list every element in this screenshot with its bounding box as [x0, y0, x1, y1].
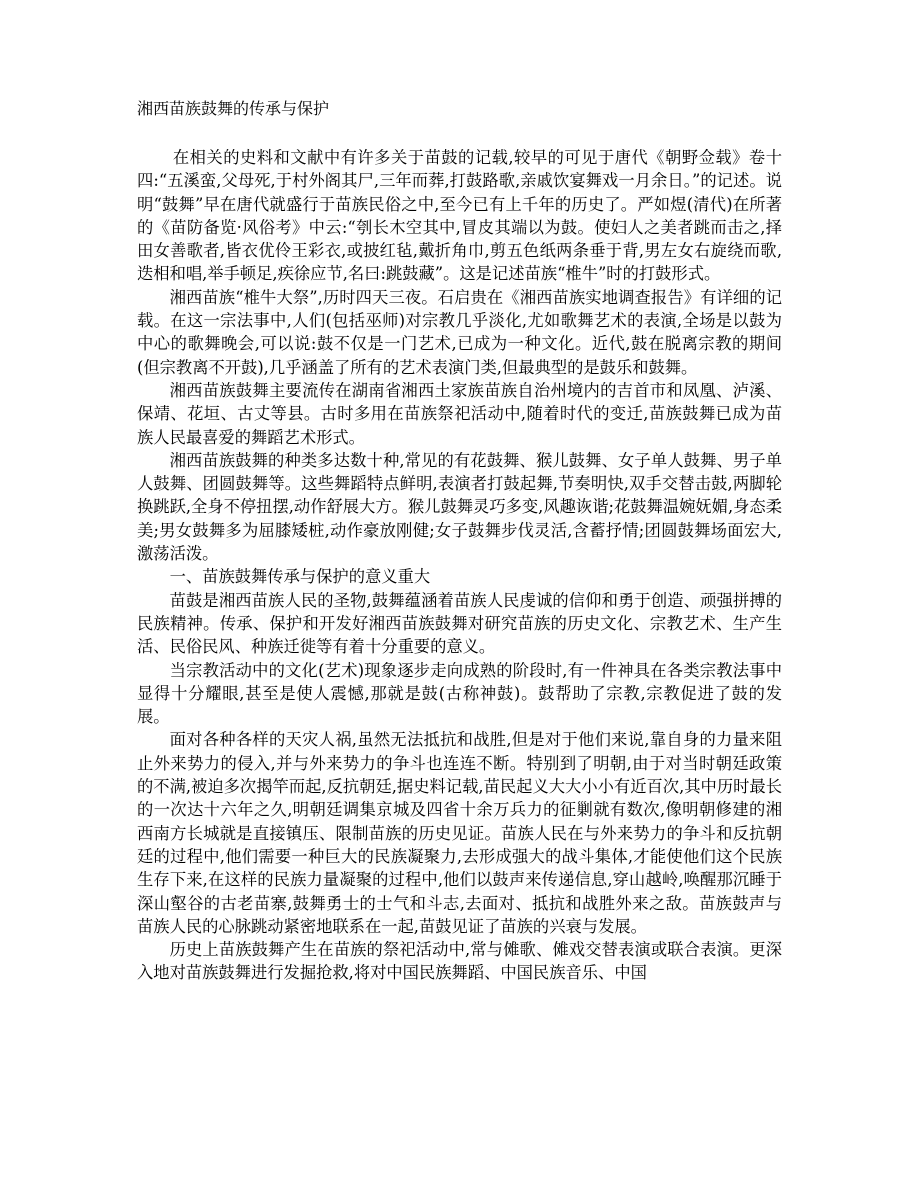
document-title: 湘西苗族鼓舞的传承与保护: [137, 99, 330, 118]
section-heading: 一、苗族鼓舞传承与保护的意义重大: [169, 567, 431, 587]
paragraph-historical-records: 在相关的史料和文献中有许多关于苗鼓的记载,较早的可见于唐代《朝野佥载》卷十四:“五溪蛮,父母死,于村外阁其尸,三年而葬,打鼓路歌,亲戚饮宴舞戏一月余日。”的记述。说明“鼓舞”早在唐代就盛行于苗族民俗之中,至今已有上千年的历史了。严如煜(清代)在所著的《苗防备览·风俗考》中云:“刳长木空其中,冒皮其端以为鼓。使妇人之美者跳而击之,择田女善歌者,皆衣优伶王彩衣,或披红毡,戴折角巾,剪五色纸两条垂于背,男左女右旋绕而歌,迭相和唱,举手顿足,疾徐应节,名曰:跳鼓藏”。这是记述苗族“椎牛”时的打鼓形式。: [137, 148, 782, 284]
paragraph-drum-preservation: 历史上苗族鼓舞产生在苗族的祭祀活动中,常与傩歌、傩戏交替表演或联合表演。更深入地对苗族鼓舞进行发掘抢救,将对中国民族舞蹈、中国民族音乐、中国: [137, 940, 782, 983]
paragraph-zhuiniu-ritual: 湘西苗族“椎牛大祭”,历时四天三夜。石启贵在《湘西苗族实地调查报告》有详细的记载。在这一宗法事中,人们(包括巫师)对宗教几乎淡化,尤如歌舞艺术的表演,全场是以鼓为中心的歌舞晚会,可以说:鼓不仅是一门艺术,已成为一种文化。近代,鼓在脱离宗教的期间(但宗教离不开鼓),几乎涵盖了所有的艺术表演门类,但最典型的是鼓乐和鼓舞。: [137, 287, 782, 377]
document-page: [137, 98, 782, 985]
paragraph-drum-history: 面对各种各样的天灾人祸,虽然无法抵抗和战胜,但是对于他们来说,靠自身的力量来阻止外来势力的侵入,并与外来势力的争斗也连连不断。特别到了明朝,由于对当时朝廷政策的不满,被迫多次揭竿而起,反抗朝廷,据史料记载,苗民起义大大小小有近百次,其中历时最长的一次达十六年之久,明朝廷调集京城及四省十余万兵力的征剿就有数次,像明朝修建的湘西南方长城就是直接镇压、限制苗族的历史见证。苗族人民在与外来势力的争斗和反抗朝廷的过程中,他们需要一种巨大的民族凝聚力,去形成强大的战斗集体,才能使他们这个民族生存下来,在这样的民族力量凝聚的过程中,他们以鼓声来传递信息,穿山越岭,唤醒那沉睡于深山壑谷的古老苗寨,鼓舞勇士的士气和斗志,去面对、抵抗和战胜外来之敌。苗族鼓声与苗族人民的心脉跳动紧密地联系在一起,苗鼓见证了苗族的兴衰与发展。: [137, 730, 782, 936]
paragraph-drum-significance: 苗鼓是湘西苗族人民的圣物,鼓舞蕴涵着苗族人民虔诚的信仰和勇于创造、顽强拼搏的民族精神。传承、保护和开发好湘西苗族鼓舞对研究苗族的历史文化、宗教艺术、生产生活、民俗民风、种族迁徙等有着十分重要的意义。: [137, 590, 782, 657]
paragraph-distribution: 湘西苗族鼓舞主要流传在湖南省湘西土家族苗族自治州境内的吉首市和凤凰、泸溪、保靖、花垣、古丈等县。古时多用在苗族祭祀活动中,随着时代的变迁,苗族鼓舞已成为苗族人民最喜爱的舞蹈艺术形式。: [137, 380, 782, 447]
paragraph-drum-religion: 当宗教活动中的文化(艺术)现象逐步走向成熟的阶段时,有一件神具在各类宗教法事中显得十分耀眼,甚至是使人震憾,那就是鼓(古称神鼓)。鼓帮助了宗教,宗教促进了鼓的发展。: [137, 660, 782, 727]
paragraph-dance-types: 湘西苗族鼓舞的种类多达数十种,常见的有花鼓舞、猴儿鼓舞、女子单人鼓舞、男子单人鼓舞、团圆鼓舞等。这些舞蹈特点鲜明,表演者打鼓起舞,节奏明快,双手交替击鼓,两脚轮换跳跃,全身不停扭摆,动作舒展大方。猴儿鼓舞灵巧多变,风趣诙谐;花鼓舞温婉妩媚,身态柔美;男女鼓舞多为屈膝矮桩,动作豪放刚健;女子鼓舞步伐灵活,含蓄抒情;团圆鼓舞场面宏大,激荡活泼。: [137, 450, 782, 564]
